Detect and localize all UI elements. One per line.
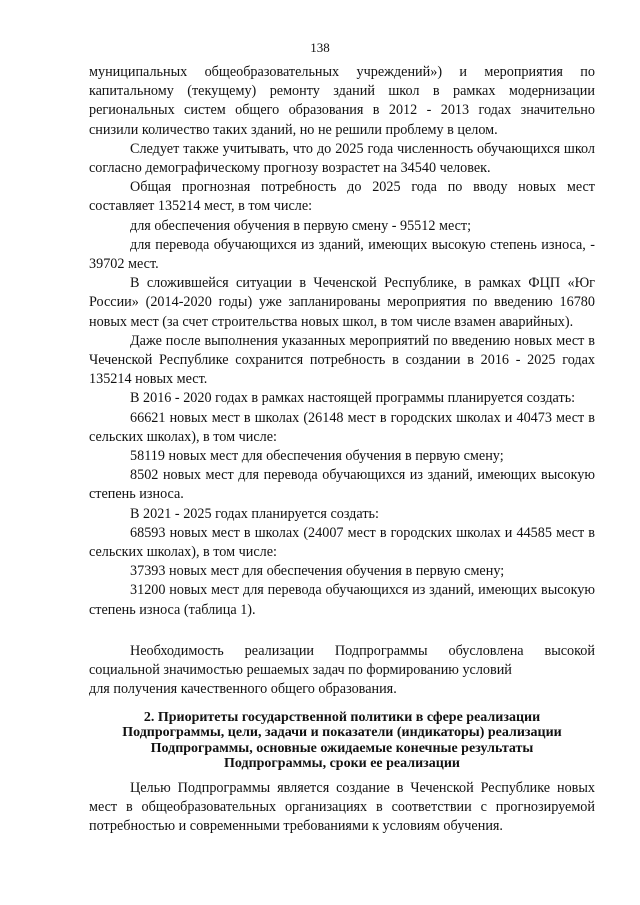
paragraph-total-need: Общая прогнозная потребность до 2025 года по вводу новых мест составляет 135214 мест, в том числе: [89,179,595,215]
paragraph-continuation: муниципальных общеобразовательных учреждений») и мероприятия по капитальному (текущему) ремонту зданий школ в рамках модернизации региональных систем общего образования в 2012 - 2013 годах значительно снизили количество таких зданий, но не решили проблему в целом. [89,64,595,138]
paragraph-2021-2025-first-shift: 37393 новых мест для обеспечения обучения в первую смену; [130,563,505,580]
paragraph-forecast: Следует также учитывать, что до 2025 года численность обучающихся школ согласно демографическому прогнозу возрастет на 34540 человек. [89,140,595,177]
paragraph-necessity-end: для получения качественного общего образования. [89,681,397,698]
section-heading-line: Подпрограммы, сроки ее реализации [224,756,460,771]
section-heading-line: Подпрограммы, основные ожидаемые конечные результаты [150,740,534,756]
paragraph-first-shift-need: для обеспечения обучения в первую смену - 95512 мест; [130,217,472,234]
section-heading [89,710,595,772]
paragraph-fcp-south: В сложившейся ситуации в Чеченской Республике, в рамках ФЦП «Юг России» (2014-2020 годы) уже запланированы мероприятия по введению 16780 новых мест (за счет строительства новых школ, в том числе взамен аварийных). [89,275,595,330]
paragraph-2016-2020-first-shift: 58119 новых мест для обеспечения обучения в первую смену; [130,448,504,465]
page-number: 138 [310,40,330,55]
paragraph-plan-2016-2020: В 2016 - 2020 годах в рамках настоящей программы планируется создать: [130,390,576,407]
paragraph-plan-2021-2025: В 2021 - 2025 годах планируется создать: [130,505,379,522]
section-heading-line: 2. Приоритеты государственной политики в сфере реализации [143,709,541,725]
paragraph-2016-2020-worn: 8502 новых мест для перевода обучающихся из зданий, имеющих высокую степень износа. [89,467,595,503]
paragraph-2021-2025-worn: 31200 новых мест для перевода обучающихся из зданий, имеющих высокую степень износа (таблица 1). [89,582,595,618]
paragraph-remaining-need: Даже после выполнения указанных мероприятий по введению новых мест в Чеченской Республике сохранится потребность в создании в 2016 - 2025 годах 135214 новых мест. [89,332,595,388]
paragraph-2021-2025-places: 68593 новых мест в школах (24007 мест в городских школах и 44585 мест в сельских школах), в том числе: [89,524,595,561]
paragraph-worn-buildings-need: для перевода обучающихся из зданий, имеющих высокую степень износа, - 39702 мест. [89,236,595,273]
section-heading-line: Подпрограммы, цели, задачи и показатели (индикаторы) реализации [122,725,562,740]
paragraph-necessity: Необходимость реализации Подпрограммы обусловлена высокой социальной значимостью решаемых задач по формированию условий [89,642,595,679]
paragraph-2016-2020-places: 66621 новых мест в школах (26148 мест в городских школах и 40473 мест в сельских школах), в том числе: [89,409,595,445]
paragraph-goal: Целью Подпрограммы является создание в Чеченской Республике новых мест в общеобразовательных организациях в соответствии с прогнозируемой потребностью и современными требованиями к условиям обучения. [89,779,595,834]
page-body [89,63,595,836]
